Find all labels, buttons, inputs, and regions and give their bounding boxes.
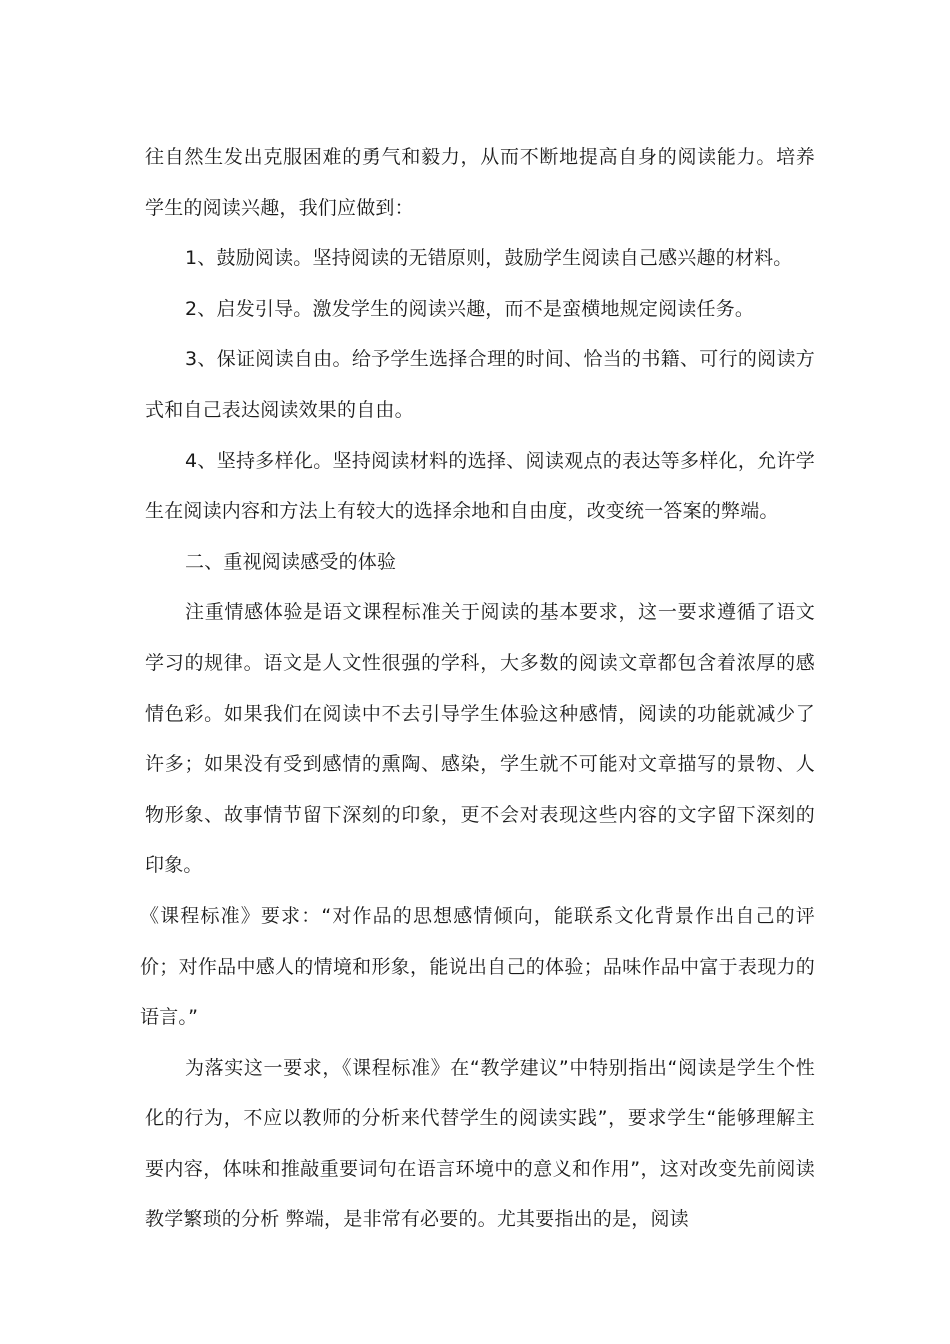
- paragraph-emotion-experience: 注重情感体验是语文课程标准关于阅读的基本要求，这一要求遵循了语文学习的规律。语文是人文性很强的学科，大多数的阅读文章都包含着浓厚的感情色彩。如果我们在阅读中不去引导学生体验这种感情，阅读的功能就减少了许多；如果没有受到感情的熏陶、感染，学生就不可能对文章描写的景物、人物形象、故事情节留下深刻的印象，更不会对表现这些内容的文字留下深刻的印象。: [145, 601, 815, 877]
- list-item-2: 2、启发引导。激发学生的阅读兴趣，而不是蛮横地规定阅读任务。: [185, 297, 755, 320]
- list-item-1: 1、鼓励阅读。坚持阅读的无错原则，鼓励学生阅读自己感兴趣的材料。: [185, 247, 793, 270]
- section-heading: 二、重视阅读感受的体验: [185, 550, 397, 573]
- document-body: [140, 132, 815, 1245]
- paragraph-teaching-advice: 为落实这一要求，《课程标准》在“教学建议”中特别指出“阅读是学生个性化的行为，不应以教师的分析来代替学生的阅读实践”，要求学生“能够理解主要内容，体味和推敲重要词句在语言环境中的意义和作用”，这对改变先前阅读教学繁琐的分析 弊端，是非常有必要的。尤其要指出的是，阅读: [145, 1056, 815, 1231]
- list-item-3: 3、保证阅读自由。给予学生选择合理的时间、恰当的书籍、可行的阅读方式和自己表达阅读效果的自由。: [145, 348, 815, 421]
- paragraph-curriculum-quote: 《课程标准》要求：“对作品的思想感情倾向，能联系文化背景作出自己的评价；对作品中感人的情境和形象，能说出自己的体验；品味作品中富于表现力的语言。”: [140, 904, 815, 1029]
- paragraph-intro-continued: 往自然生发出克服困难的勇气和毅力，从而不断地提高自身的阅读能力。培养学生的阅读兴趣，我们应做到：: [145, 146, 815, 219]
- list-item-4: 4、坚持多样化。坚持阅读材料的选择、阅读观点的表达等多样化，允许学生在阅读内容和方法上有较大的选择余地和自由度，改变统一答案的弊端。: [145, 449, 815, 523]
